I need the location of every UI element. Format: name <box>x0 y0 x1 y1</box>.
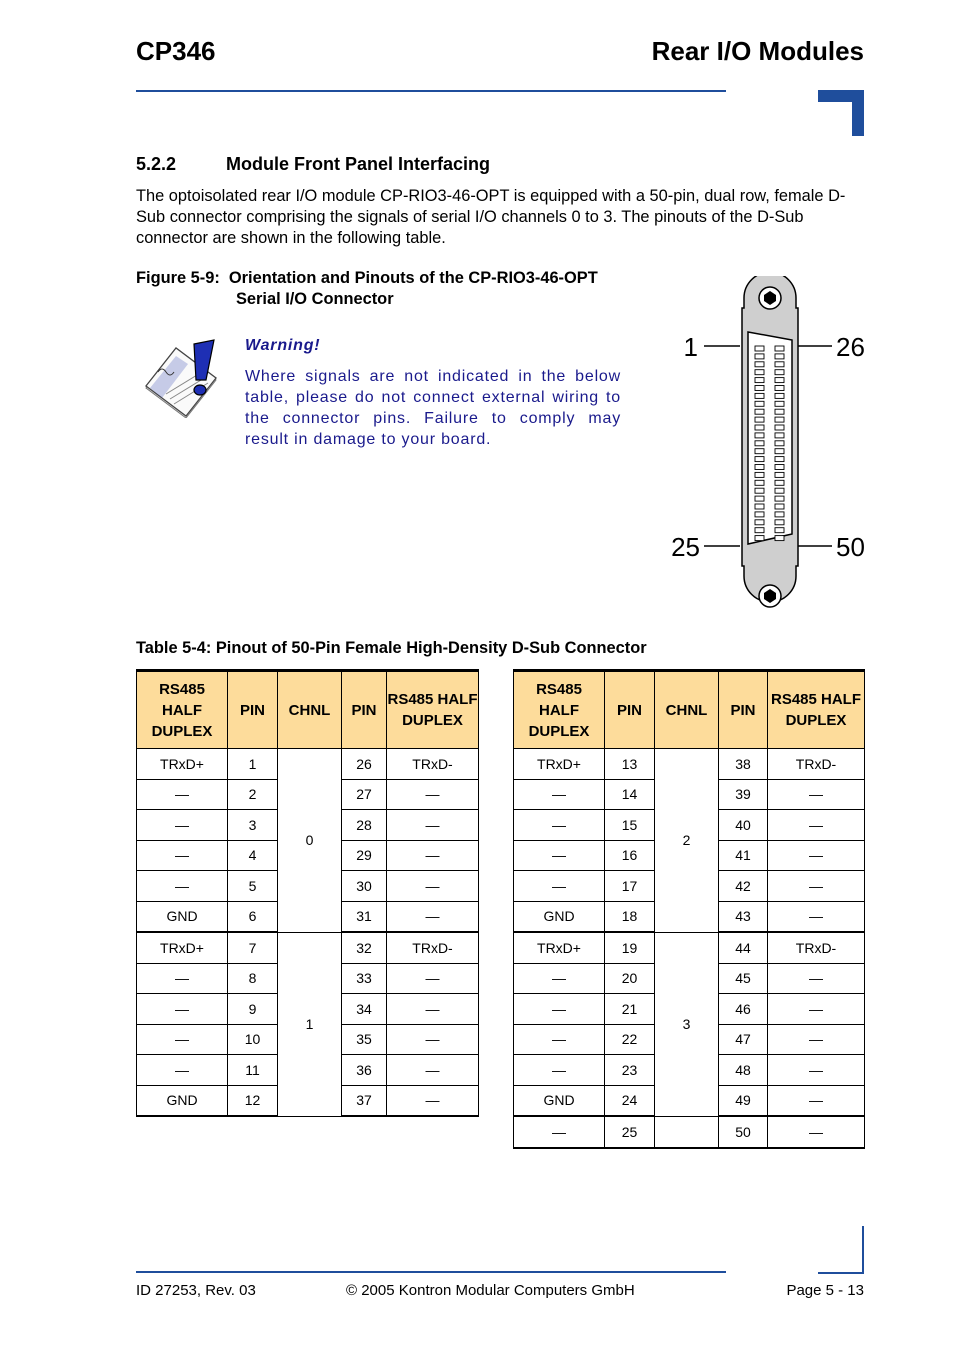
connector-pin-slot <box>755 488 764 493</box>
table-cell: 34 <box>342 994 387 1025</box>
table-cell: — <box>387 840 479 871</box>
table-cell: 18 <box>605 901 655 932</box>
table-cell: 29 <box>342 840 387 871</box>
table-cell: — <box>768 963 865 994</box>
corner-mark-bottom <box>818 1226 864 1274</box>
table-cell: 30 <box>342 871 387 902</box>
table-cell: 22 <box>605 1024 655 1055</box>
table-cell: — <box>514 871 605 902</box>
table-cell: 24 <box>605 1085 655 1116</box>
connector-pin-slot <box>775 457 784 462</box>
table-cell: 16 <box>605 840 655 871</box>
connector-pin-slot <box>775 449 784 454</box>
connector-pin-slot <box>775 488 784 493</box>
table-cell: — <box>514 810 605 841</box>
table-cell: 14 <box>605 779 655 810</box>
connector-pin-slot <box>755 401 764 406</box>
table-cell: — <box>514 779 605 810</box>
column-header: RS485 HALF DUPLEX <box>768 671 865 749</box>
column-header: RS485 HALF DUPLEX <box>387 671 479 749</box>
connector-pin-slot <box>775 480 784 485</box>
header-rule <box>136 90 726 92</box>
table-cell: 20 <box>605 963 655 994</box>
column-header: RS485 HALF DUPLEX <box>514 671 605 749</box>
warning-text: Where signals are not indicated in the below table, please do not connect external wiring to the connector pins. Failure to comply may result in damage to your board. <box>245 368 621 448</box>
table-caption: Table 5-4: Pinout of 50-Pin Female High-Density D-Sub Connector <box>136 639 647 657</box>
table-cell: TRxD- <box>387 749 479 780</box>
table-cell: — <box>137 1055 228 1086</box>
connector-pin-slot <box>755 504 764 509</box>
table-cell: — <box>514 840 605 871</box>
table-cell: — <box>387 901 479 932</box>
table-cell: — <box>387 871 479 902</box>
chapter-title: Rear I/O Modules <box>651 36 864 66</box>
table-cell: 32 <box>342 932 387 963</box>
table-cell: TRxD- <box>768 749 865 780</box>
connector-pin-slot <box>775 401 784 406</box>
connector-pin-slot <box>755 433 764 438</box>
table-cell: 28 <box>342 810 387 841</box>
table-cell: — <box>514 963 605 994</box>
table-cell: GND <box>514 1085 605 1116</box>
table-cell: 45 <box>719 963 768 994</box>
column-header: PIN <box>228 671 278 749</box>
connector-pin-slot <box>775 417 784 422</box>
table-cell: 39 <box>719 779 768 810</box>
table-cell: 1 <box>228 749 278 780</box>
table-cell: — <box>514 1116 605 1148</box>
table-cell: 12 <box>228 1085 278 1116</box>
connector-label-pin50: 50 <box>836 532 865 562</box>
table-cell: 2 <box>228 779 278 810</box>
table-cell: 21 <box>605 994 655 1025</box>
channel-cell: 3 <box>655 932 719 1116</box>
table-cell: TRxD- <box>387 932 479 963</box>
intro-paragraph: The optoisolated rear I/O module CP-RIO3-46-OPT is equipped with a 50-pin, dual row, female D-Sub connector comprising the signals of serial I/O channels 0 to 3. The pinouts of the D-Sub connector are shown in the following table. <box>136 187 846 247</box>
connector-pin-slot <box>755 346 764 351</box>
footer-page-number: Page 5 - 13 <box>786 1282 864 1299</box>
table-cell: 44 <box>719 932 768 963</box>
connector-pin-slot <box>775 465 784 470</box>
table-cell: 11 <box>228 1055 278 1086</box>
table-cell: 33 <box>342 963 387 994</box>
table-cell: 3 <box>228 810 278 841</box>
connector-pin-slot <box>755 465 764 470</box>
table-cell: GND <box>137 1085 228 1116</box>
table-cell: — <box>387 1024 479 1055</box>
document-title: CP346 <box>136 36 216 66</box>
table-cell: 46 <box>719 994 768 1025</box>
footer-doc-id: ID 27253, Rev. 03 <box>136 1282 256 1299</box>
table-cell: — <box>768 1024 865 1055</box>
table-cell: — <box>387 1055 479 1086</box>
connector-pin-slot <box>755 362 764 367</box>
table-cell: — <box>768 779 865 810</box>
section-heading <box>136 154 490 175</box>
table-cell: — <box>137 779 228 810</box>
table-cell: 43 <box>719 901 768 932</box>
table-cell: — <box>137 840 228 871</box>
table-cell: — <box>387 994 479 1025</box>
table-cell: TRxD+ <box>514 749 605 780</box>
connector-pin-slot <box>755 457 764 462</box>
connector-pin-slot <box>755 378 764 383</box>
corner-mark-top <box>818 90 864 136</box>
table-cell: 25 <box>605 1116 655 1148</box>
connector-pin-slot <box>775 378 784 383</box>
table-cell: — <box>768 1116 865 1148</box>
table-cell: — <box>768 871 865 902</box>
column-header: PIN <box>342 671 387 749</box>
table-row <box>137 749 479 780</box>
table-cell: — <box>387 779 479 810</box>
connector-pin-slot <box>775 441 784 446</box>
table-cell: 15 <box>605 810 655 841</box>
dsub-connector-diagram <box>670 276 870 618</box>
connector-pin-slot <box>775 520 784 525</box>
connector-pin-slot <box>755 449 764 454</box>
table-cell: 4 <box>228 840 278 871</box>
table-cell: 10 <box>228 1024 278 1055</box>
table-cell: — <box>514 1055 605 1086</box>
connector-pin-slot <box>775 393 784 398</box>
table-cell: 17 <box>605 871 655 902</box>
table-cell: — <box>387 810 479 841</box>
warning-title: Warning! <box>245 337 321 354</box>
table-cell: — <box>137 810 228 841</box>
connector-pin-slot <box>755 472 764 477</box>
table-row <box>514 1116 865 1148</box>
connector-pin-slot <box>755 425 764 430</box>
table-cell: — <box>768 1055 865 1086</box>
connector-pin-slot <box>775 433 784 438</box>
column-header: PIN <box>719 671 768 749</box>
table-cell: 5 <box>228 871 278 902</box>
table-cell: 47 <box>719 1024 768 1055</box>
figure-title-line2: Serial I/O Connector <box>236 290 394 308</box>
figure-caption <box>136 268 598 310</box>
connector-pin-slot <box>755 441 764 446</box>
table-cell: 38 <box>719 749 768 780</box>
table-cell: — <box>514 1024 605 1055</box>
table-cell: — <box>137 963 228 994</box>
table-cell: 48 <box>719 1055 768 1086</box>
column-header: CHNL <box>655 671 719 749</box>
table-cell: TRxD+ <box>137 932 228 963</box>
table-cell: 6 <box>228 901 278 932</box>
connector-pin-slot <box>755 409 764 414</box>
table-row <box>514 932 865 963</box>
connector-pin-slot <box>775 496 784 501</box>
table-cell: TRxD+ <box>137 749 228 780</box>
channel-cell <box>655 1116 719 1148</box>
connector-label-pin26: 26 <box>836 332 865 362</box>
table-cell: 13 <box>605 749 655 780</box>
connector-pin-slot <box>755 528 764 533</box>
table-cell: 9 <box>228 994 278 1025</box>
table-cell: 37 <box>342 1085 387 1116</box>
table-row <box>137 932 479 963</box>
table-cell: GND <box>514 901 605 932</box>
table-cell: 40 <box>719 810 768 841</box>
connector-pin-slot <box>755 496 764 501</box>
table-cell: GND <box>137 901 228 932</box>
channel-cell: 1 <box>278 932 342 1116</box>
connector-pin-slot <box>755 520 764 525</box>
connector-pin-slot <box>755 386 764 391</box>
connector-pin-slot <box>775 425 784 430</box>
footer-copyright: © 2005 Kontron Modular Computers GmbH <box>346 1282 635 1299</box>
connector-pin-slot <box>755 512 764 517</box>
connector-pin-slot <box>755 417 764 422</box>
table-cell: — <box>137 994 228 1025</box>
column-header: PIN <box>605 671 655 749</box>
table-cell: — <box>768 840 865 871</box>
connector-pin-slot <box>775 528 784 533</box>
column-header: CHNL <box>278 671 342 749</box>
table-cell: 49 <box>719 1085 768 1116</box>
connector-pin-slot <box>755 370 764 375</box>
table-cell: — <box>137 871 228 902</box>
table-cell: 50 <box>719 1116 768 1148</box>
connector-label-pin1: 1 <box>683 332 698 362</box>
table-cell: 19 <box>605 932 655 963</box>
connector-pin-slot <box>775 386 784 391</box>
table-row <box>514 749 865 780</box>
table-cell: — <box>768 810 865 841</box>
table-cell: 42 <box>719 871 768 902</box>
section-number: 5.2.2 <box>136 154 177 174</box>
table-cell: 7 <box>228 932 278 963</box>
connector-pin-slot <box>755 536 764 541</box>
table-cell: 35 <box>342 1024 387 1055</box>
connector-pin-slot <box>775 354 784 359</box>
connector-pin-slot <box>755 480 764 485</box>
table-cell: — <box>514 994 605 1025</box>
column-header: RS485 HALF DUPLEX <box>137 671 228 749</box>
connector-pin-slot <box>775 472 784 477</box>
table-cell: 41 <box>719 840 768 871</box>
table-cell: — <box>387 1085 479 1116</box>
table-cell: — <box>768 994 865 1025</box>
connector-pin-slot <box>755 393 764 398</box>
table-cell: — <box>137 1024 228 1055</box>
channel-cell: 2 <box>655 749 719 933</box>
footer-rule <box>136 1271 726 1273</box>
table-cell: TRxD+ <box>514 932 605 963</box>
table-cell: 8 <box>228 963 278 994</box>
channel-cell: 0 <box>278 749 342 933</box>
pinout-table-left <box>136 669 479 1117</box>
table-cell: 31 <box>342 901 387 932</box>
connector-pin-slot <box>775 409 784 414</box>
table-cell: — <box>768 1085 865 1116</box>
connector-pin-slot <box>775 362 784 367</box>
connector-pin-slot <box>775 512 784 517</box>
table-cell: — <box>387 963 479 994</box>
connector-pin-slot <box>775 504 784 509</box>
figure-label: Figure 5-9: <box>136 269 220 287</box>
connector-pin-slot <box>775 536 784 541</box>
table-cell: 27 <box>342 779 387 810</box>
connector-label-pin25: 25 <box>671 532 700 562</box>
table-cell: 23 <box>605 1055 655 1086</box>
connector-pin-slot <box>775 346 784 351</box>
table-cell: TRxD- <box>768 932 865 963</box>
figure-title-line1: Orientation and Pinouts of the CP-RIO3-46-OPT <box>228 269 598 287</box>
section-title: Module Front Panel Interfacing <box>226 154 491 174</box>
table-cell: — <box>768 901 865 932</box>
table-cell: 26 <box>342 749 387 780</box>
connector-pin-slot <box>775 370 784 375</box>
warning-notepad-icon <box>142 336 232 418</box>
table-cell: 36 <box>342 1055 387 1086</box>
connector-pin-slot <box>755 354 764 359</box>
pinout-table-right <box>513 669 865 1149</box>
